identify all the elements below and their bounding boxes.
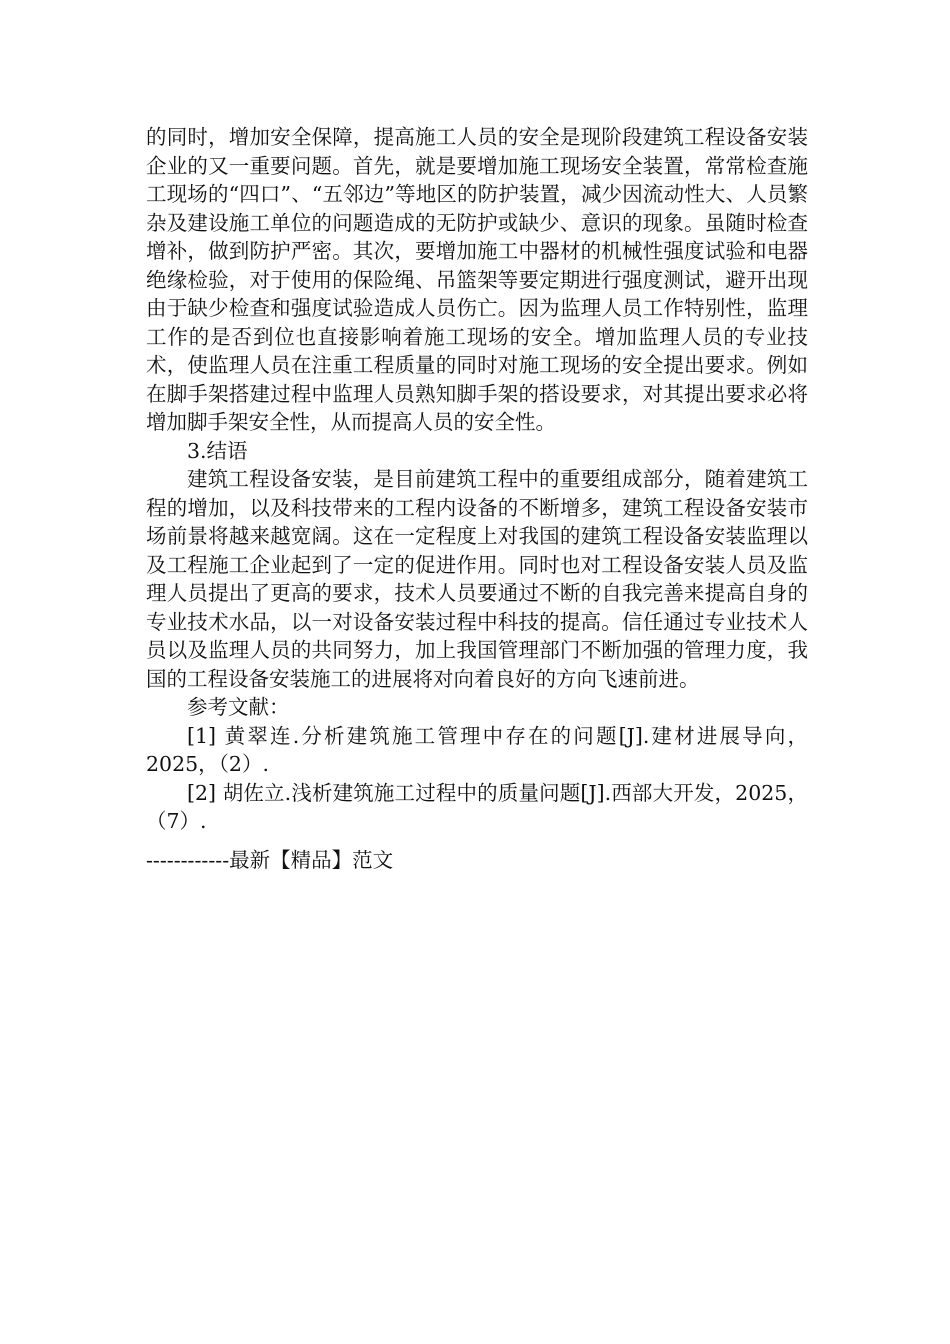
reference-item-2: [2] 胡佐立.浅析建筑施工过程中的质量问题[J].西部大开发，2025，（7）.	[146, 780, 808, 833]
footer-text: ------------最新【精品】范文	[146, 848, 394, 872]
references-heading: 参考文献：	[187, 695, 290, 719]
document-body	[146, 123, 808, 836]
section-heading: 3.结语	[187, 438, 248, 463]
body-paragraph: 的同时，增加安全保障，提高施工人员的安全是现阶段建筑工程设备安装企业的又一重要问题。首先，就是要增加施工现场安全装置，常常检查施工现场的“四口”、“五邻边”等地区的防护装置，减少因流动性大、人员繁杂及建设施工单位的问题造成的无防护或缺少、意识的现象。虽随时检查增补，做到防护严密。其次，要增加施工中器材的机械性强度试验和电器绝缘检验，对于使用的保险绳、吊篮架等要定期进行强度测试，避开出现由于缺少检查和强度试验造成人员伤亡。因为监理人员工作特别性，监理工作的是否到位也直接影响着施工现场的安全。增加监理人员的专业技术，使监理人员在注重工程质量的同时对施工现场的安全提出要求。例如在脚手架搭建过程中监理人员熟知脚手架的搭设要求，对其提出要求必将增加脚手架安全性，从而提高人员的安全性。	[146, 125, 808, 434]
conclusion-paragraph: 建筑工程设备安装，是目前建筑工程中的重要组成部分，随着建筑工程的增加，以及科技带来的工程内设备的不断增多，建筑工程设备安装市场前景将越来越宽阔。这在一定程度上对我国的建筑工程设备安装监理以及工程施工企业起到了一定的促进作用。同时也对工程设备安装人员及监理人员提出了更高的要求，技术人员要通过不断的自我完善来提高自身的专业技术水品，以一对设备安装过程中科技的提高。信任通过专业技术人员以及监理人员的共同努力，加上我国管理部门不断加强的管理力度，我国的工程设备安装施工的进展将对向着良好的方向飞速前进。	[146, 467, 808, 691]
reference-item-1: [1] 黄翠连.分析建筑施工管理中存在的问题[J].建材进展导向，2025，（2）.	[146, 723, 808, 776]
